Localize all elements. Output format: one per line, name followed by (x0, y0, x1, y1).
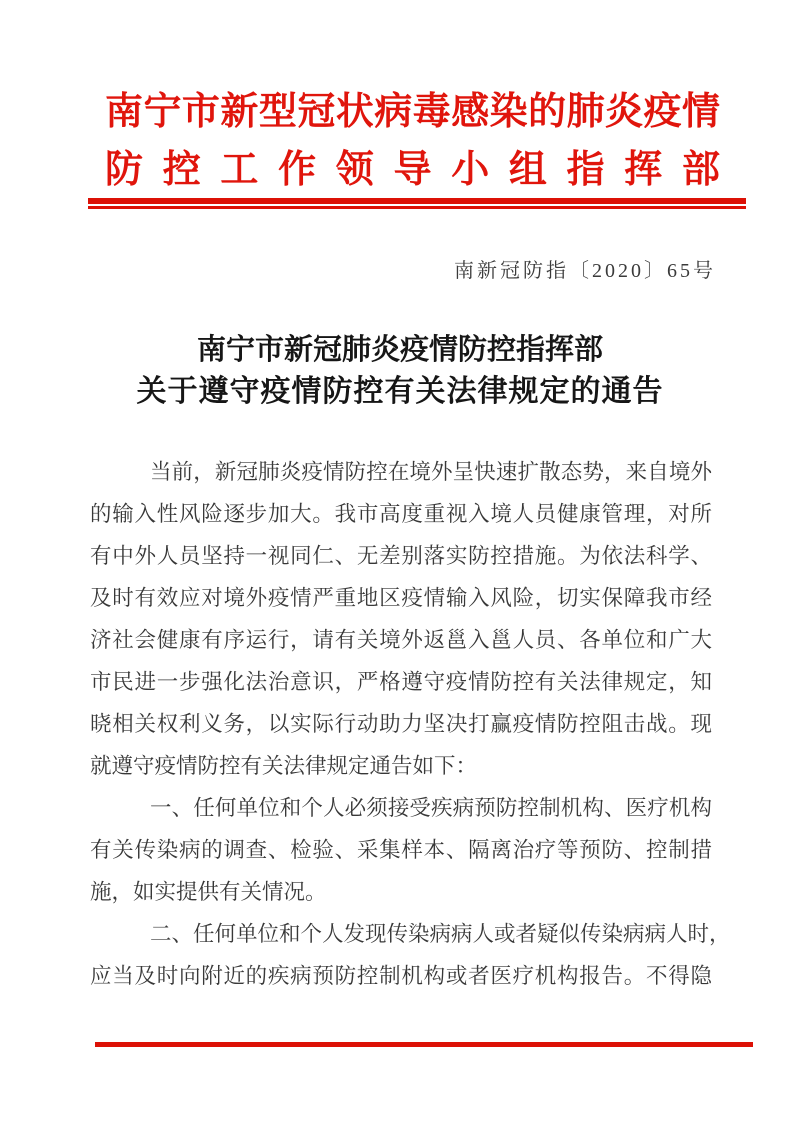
letterhead-rule-thin (88, 206, 746, 209)
body-line: 一、任何单位和个人必须接受疾病预防控制机构、医疗机构 (150, 796, 712, 820)
letterhead-title-line-1: 南宁市新型冠状病毒感染的肺炎疫情 (105, 91, 720, 133)
letterhead-title-line-2: 防控工作领导小组指挥部 (105, 149, 720, 191)
document-number: 南新冠防指〔2020〕65号 (454, 260, 716, 282)
body-line: 有中外人员坚持一视同仁、无差别落实防控措施。为依法科学、 (90, 544, 712, 568)
body-line: 晓相关权利义务，以实际行动助力坚决打赢疫情防控阻击战。现 (90, 712, 712, 736)
letterhead-rule-thick (88, 198, 746, 204)
body-line: 有关传染病的调查、检验、采集样本、隔离治疗等预防、控制措 (90, 838, 712, 862)
notice-body (90, 451, 731, 997)
body-line: 市民进一步强化法治意识，严格遵守疫情防控有关法律规定，知 (90, 670, 712, 694)
body-line: 及时有效应对境外疫情严重地区疫情输入风险，切实保障我市经 (90, 586, 712, 610)
notice-title-line-1: 南宁市新冠肺炎疫情防控指挥部 (196, 334, 603, 366)
body-line: 的输入性风险逐步加大。我市高度重视入境人员健康管理，对所 (90, 502, 712, 526)
footer-rule (95, 1042, 753, 1047)
notice-title-line-2: 关于遵守疫情防控有关法律规定的通告 (136, 375, 664, 408)
body-line: 应当及时向附近的疾病预防控制机构或者医疗机构报告。不得隐 (90, 964, 712, 988)
body-line: 施，如实提供有关情况。 (90, 880, 327, 904)
body-line: 二、任何单位和个人发现传染病病人或者疑似传染病病人时， (150, 922, 731, 946)
body-line: 就遵守疫情防控有关法律规定通告如下： (90, 754, 478, 778)
body-line: 济社会健康有序运行，请有关境外返邕入邕人员、各单位和广大 (90, 628, 712, 652)
body-line: 当前，新冠肺炎疫情防控在境外呈快速扩散态势，来自境外 (150, 460, 712, 484)
